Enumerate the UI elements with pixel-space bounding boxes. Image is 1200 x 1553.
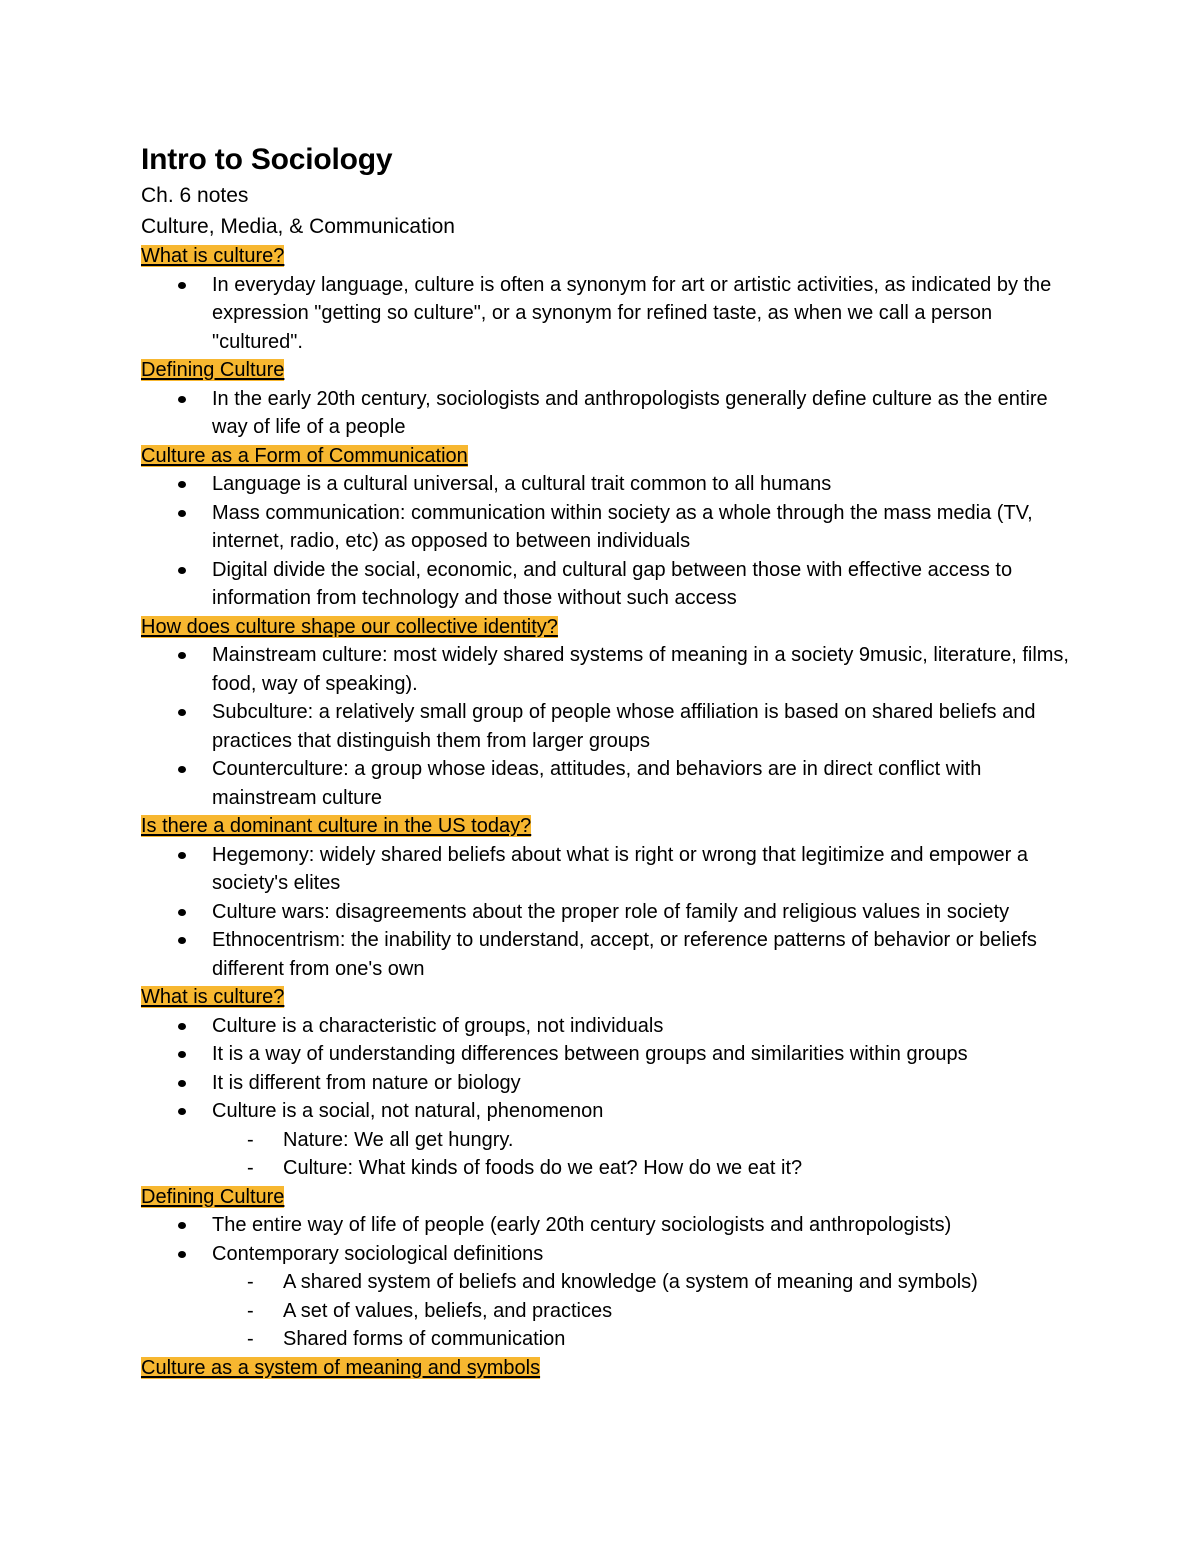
- bullet-icon: [178, 852, 186, 859]
- highlighted-heading-text: What is culture?: [141, 986, 285, 1008]
- bullet-icon: [178, 1023, 186, 1030]
- bullet-icon: [178, 1251, 186, 1258]
- sub-list-item: [247, 1126, 1071, 1155]
- bullet-icon: [178, 1051, 186, 1058]
- highlighted-heading-text: Defining Culture: [141, 1185, 285, 1208]
- list-item: [212, 1211, 1071, 1240]
- bullet-list: [141, 470, 1071, 613]
- bullet-icon: [178, 1080, 186, 1087]
- sub-list-item: [247, 1154, 1071, 1183]
- list-item: [212, 841, 1071, 898]
- list-item-text: Mainstream culture: most widely shared systems of meaning in a society 9music, literature, films, food, way of speaking).: [212, 644, 1069, 695]
- list-item: [212, 470, 1071, 499]
- bullet-icon: [178, 709, 186, 716]
- highlighted-heading-text: Culture as a system of meaning and symbols: [141, 1356, 541, 1379]
- list-item: [212, 1069, 1071, 1098]
- list-item: [212, 1240, 1071, 1354]
- list-item: [212, 1012, 1071, 1041]
- bullet-list: [141, 385, 1071, 442]
- bullet-icon: [178, 510, 186, 517]
- highlighted-heading-text: How does culture shape our collective identity?: [141, 615, 558, 638]
- list-item-text: In everyday language, culture is often a synonym for art or artistic activities, as indicated by the expression "getting so culture", or a synonym for refined taste, as when we call a person "cultured".: [212, 273, 1052, 353]
- highlighted-heading-text: Is there a dominant culture in the US today?: [141, 815, 532, 837]
- list-item-text: The entire way of life of people (early 20th century sociologists and anthropologists): [212, 1214, 952, 1236]
- sub-list-item: [247, 1268, 1071, 1297]
- section-heading: [141, 812, 1071, 841]
- section-heading: [141, 983, 1071, 1012]
- bullet-list: [141, 271, 1071, 357]
- bullet-icon: [178, 1222, 186, 1229]
- list-item: [212, 755, 1071, 812]
- section-heading: [141, 1183, 1071, 1212]
- section-heading: [141, 1354, 1071, 1383]
- sub-list-item: [247, 1325, 1071, 1354]
- highlighted-heading-text: What is culture?: [141, 245, 285, 267]
- list-item-text: It is a way of understanding differences between groups and similarities within groups: [212, 1043, 968, 1065]
- sub-list-item-text: Culture: What kinds of foods do we eat? How do we eat it?: [283, 1157, 803, 1179]
- list-item: [212, 926, 1071, 983]
- section-heading: [141, 613, 1071, 642]
- list-item-text: Counterculture: a group whose ideas, attitudes, and behaviors are in direct conflict with mainstream culture: [212, 758, 982, 809]
- bullet-list: [141, 1211, 1071, 1354]
- list-item-text: Contemporary sociological definitions: [212, 1242, 544, 1265]
- sub-list-item-text: A shared system of beliefs and knowledge (a system of meaning and symbols): [283, 1271, 978, 1293]
- bullet-list: [141, 841, 1071, 984]
- highlighted-heading-text: Defining Culture: [141, 359, 285, 381]
- list-item: [212, 385, 1071, 442]
- bullet-icon: [178, 1108, 186, 1115]
- list-item: [212, 1040, 1071, 1069]
- list-item: [212, 898, 1071, 927]
- sub-list: [212, 1268, 1071, 1354]
- highlighted-heading-text: Culture as a Form of Communication: [141, 444, 468, 467]
- list-item: [212, 556, 1071, 613]
- bullet-icon: [178, 567, 186, 574]
- notes-body: [141, 242, 1071, 1382]
- sub-list-item-text: Shared forms of communication: [283, 1328, 566, 1350]
- bullet-icon: [178, 481, 186, 488]
- list-item-text: In the early 20th century, sociologists and anthropologists generally define culture as the entire way of life of a people: [212, 387, 1048, 438]
- list-item: [212, 1097, 1071, 1183]
- dash-icon: -: [247, 1328, 254, 1350]
- list-item-text: It is different from nature or biology: [212, 1071, 521, 1094]
- dash-icon: -: [247, 1128, 254, 1151]
- list-item-text: Culture wars: disagreements about the proper role of family and religious values in society: [212, 900, 1010, 923]
- list-item-text: Language is a cultural universal, a cultural trait common to all humans: [212, 473, 832, 495]
- bullet-icon: [178, 396, 186, 403]
- list-item: [212, 641, 1071, 698]
- list-item: [212, 499, 1071, 556]
- sub-list-item-text: A set of values, beliefs, and practices: [283, 1299, 613, 1322]
- list-item-text: Culture is a characteristic of groups, not individuals: [212, 1014, 664, 1037]
- section-heading: [141, 242, 1071, 271]
- bullet-list: [141, 1012, 1071, 1183]
- chapter-label: Ch. 6 notes: [141, 184, 249, 207]
- bullet-icon: [178, 766, 186, 773]
- bullet-icon: [178, 937, 186, 944]
- list-item-text: Culture is a social, not natural, phenomenon: [212, 1100, 604, 1122]
- section-heading: [141, 442, 1071, 471]
- bullet-icon: [178, 282, 186, 289]
- document-title: Intro to Sociology: [141, 143, 393, 176]
- sub-list-item: [247, 1297, 1071, 1326]
- list-item-text: Hegemony: widely shared beliefs about what is right or wrong that legitimize and empower a society's elites: [212, 843, 1028, 894]
- sub-list: [212, 1126, 1071, 1183]
- list-item: [212, 271, 1071, 357]
- bullet-icon: [178, 652, 186, 659]
- dash-icon: -: [247, 1299, 254, 1322]
- dash-icon: -: [247, 1271, 254, 1293]
- section-heading: [141, 356, 1071, 385]
- chapter-topic: Culture, Media, & Communication: [141, 215, 455, 238]
- list-item: [212, 698, 1071, 755]
- bullet-list: [141, 641, 1071, 812]
- list-item-text: Ethnocentrism: the inability to understand, accept, or reference patterns of behavior or beliefs different from one's own: [212, 929, 1037, 980]
- list-item-text: Digital divide the social, economic, and cultural gap between those with effective access to information from technology and those without such access: [212, 558, 1013, 609]
- document-page: [141, 140, 1071, 1382]
- list-item-text: Mass communication: communication within society as a whole through the mass media (TV, internet, radio, etc) as opposed to between individuals: [212, 501, 1033, 552]
- sub-list-item-text: Nature: We all get hungry.: [283, 1128, 514, 1151]
- list-item-text: Subculture: a relatively small group of people whose affiliation is based on shared beliefs and practices that distinguish them from larger groups: [212, 701, 1036, 752]
- dash-icon: -: [247, 1157, 254, 1179]
- bullet-icon: [178, 909, 186, 916]
